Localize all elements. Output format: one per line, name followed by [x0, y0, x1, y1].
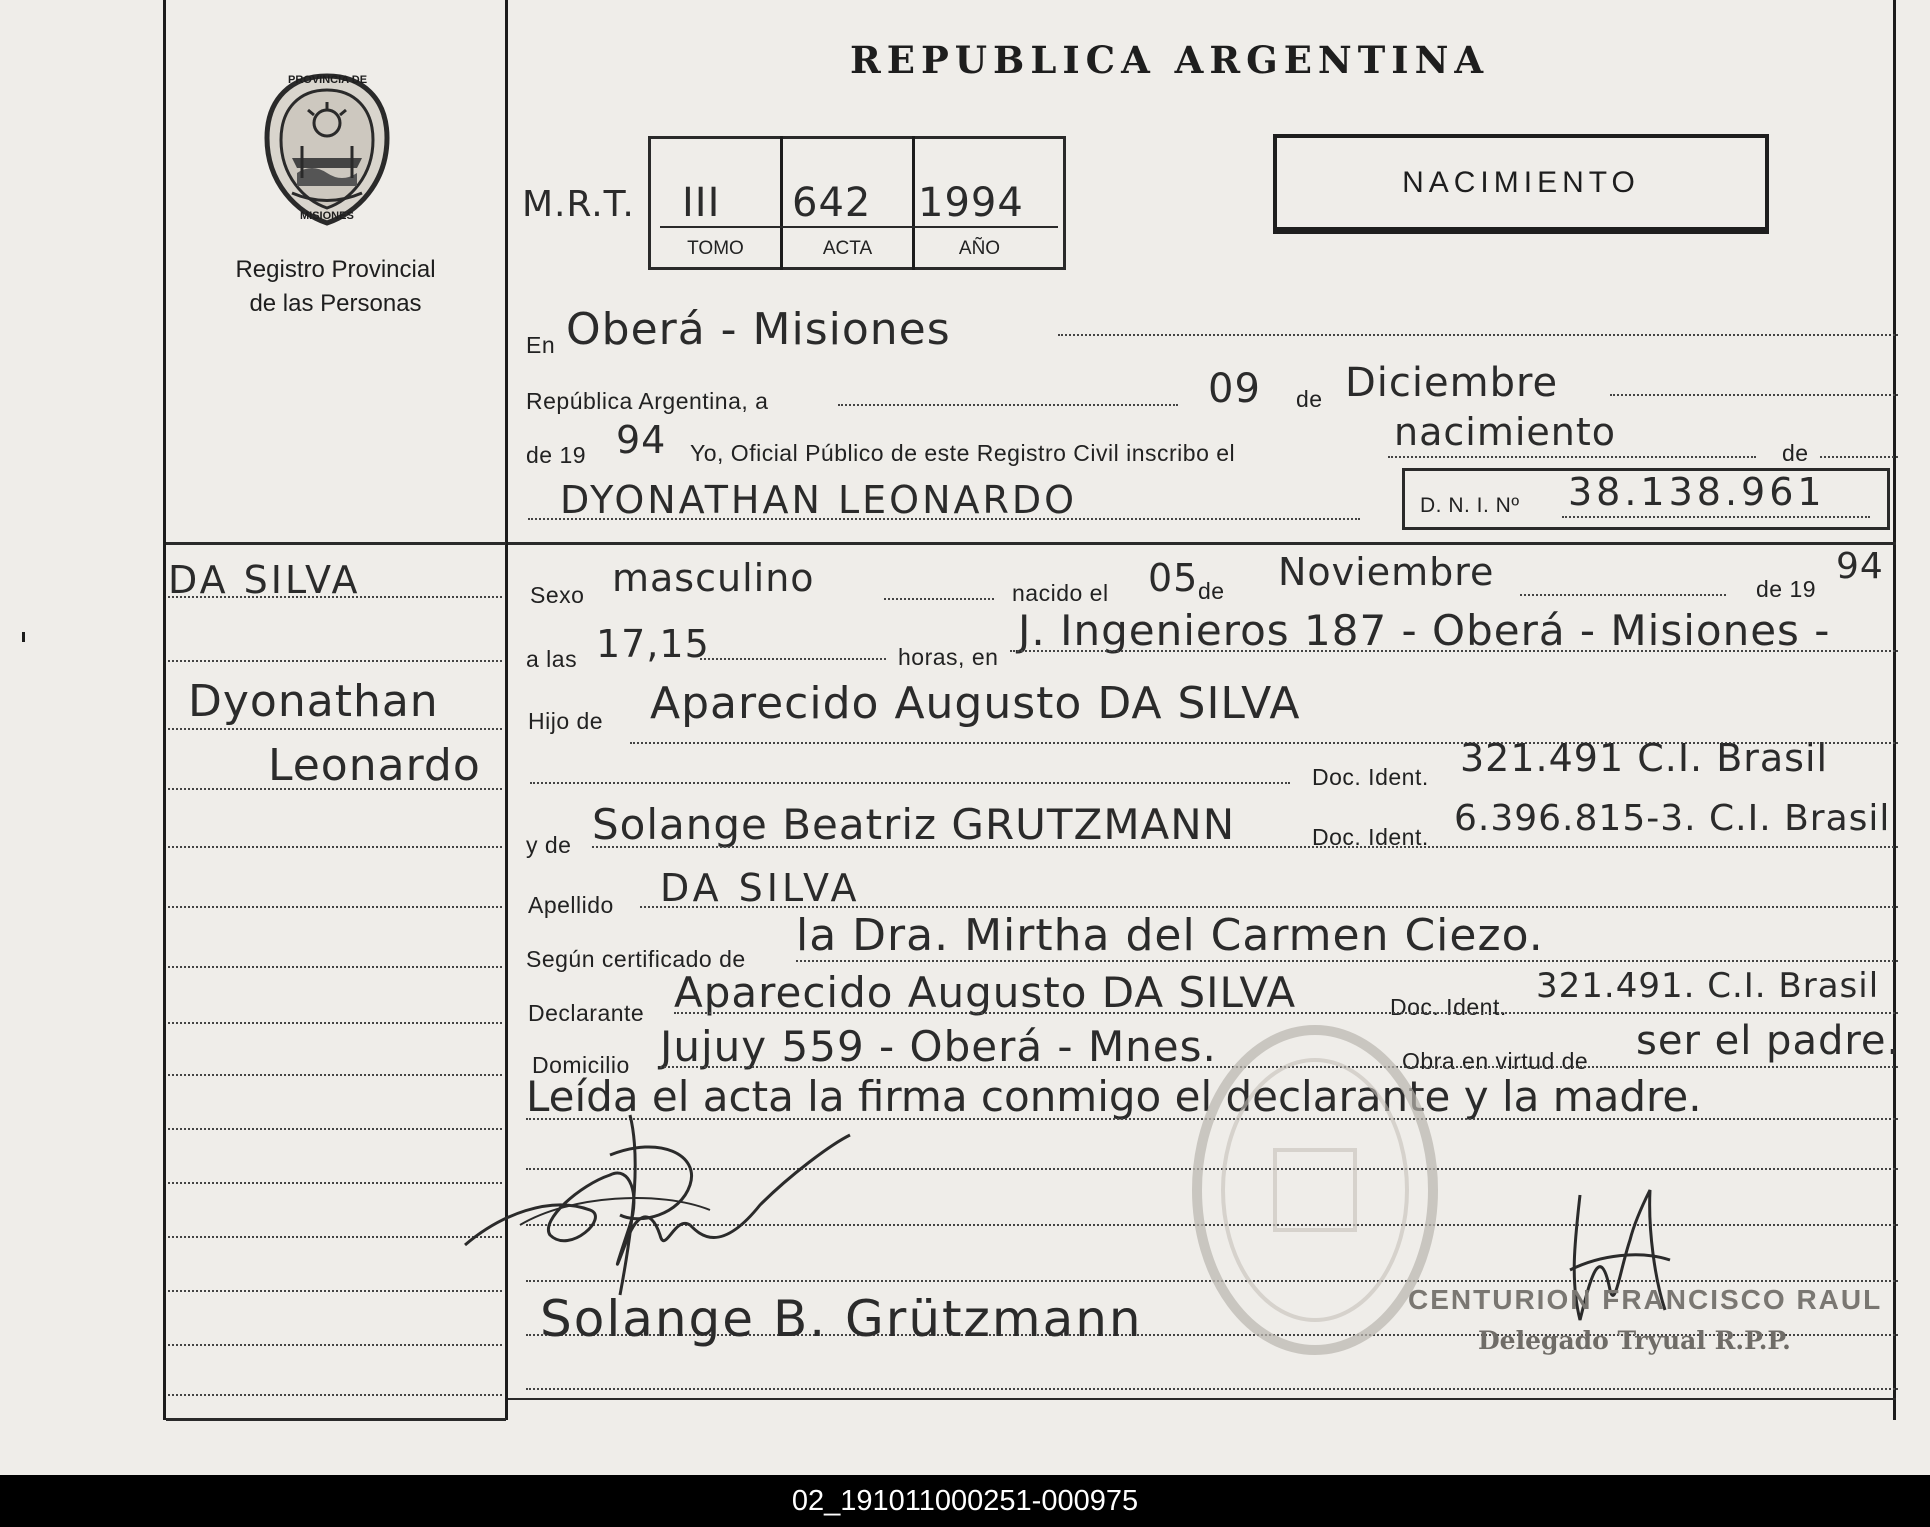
line-dni	[1562, 516, 1870, 518]
seal-text-bottom: MISIONES	[300, 210, 354, 222]
provincial-seal-icon	[252, 68, 402, 233]
country-title: REPUBLICA ARGENTINA	[850, 38, 1490, 82]
surname-value: DA SILVA	[660, 866, 861, 910]
line-act-type	[1388, 456, 1756, 458]
registry-label-2: de las Personas	[249, 290, 422, 317]
dni-value: 38.138.961	[1568, 470, 1826, 514]
line-republica-month	[1610, 394, 1898, 396]
year-suffix-value: 94	[616, 418, 667, 462]
sidebar-line-6	[168, 906, 502, 908]
birth-day-value: 05	[1148, 556, 1199, 600]
label-de-19-2: de 19	[1756, 576, 1817, 602]
bottom-rule-left	[166, 1418, 506, 1421]
label-a-las: a las	[526, 646, 578, 672]
sidebar-line-15	[168, 1394, 502, 1396]
father-value: Aparecido Augusto DA SILVA	[650, 678, 1301, 729]
line-de-2	[1820, 456, 1898, 458]
sidebar-line-14	[168, 1344, 502, 1346]
label-de-3: de	[1198, 578, 1225, 604]
sidebar-line-9	[168, 1074, 502, 1076]
label-de-19: de 19	[526, 442, 587, 468]
official-title: Delegado Tryual R.P.P.	[1478, 1326, 1791, 1355]
certificate-value: la Dra. Mirtha del Carmen Ciezo.	[796, 910, 1544, 961]
birth-year-suffix-value: 94	[1836, 546, 1884, 587]
address-value: Jujuy 559 - Oberá - Mnes.	[660, 1022, 1217, 1071]
image-caption: 02_191011000251-000975	[0, 1475, 1930, 1527]
act-type-value: nacimiento	[1394, 410, 1617, 454]
line-surname	[640, 906, 1898, 908]
line-sex	[884, 598, 994, 600]
father-doc-value: 321.491 C.I. Brasil	[1460, 736, 1829, 780]
sidebar-given-1: Dyonathan	[188, 676, 439, 727]
label-declarante: Declarante	[528, 1000, 645, 1026]
sidebar-line-7	[168, 966, 502, 968]
ano-value: 1994	[918, 180, 1024, 226]
label-yo-oficial: Yo, Oficial Público de este Registro Civil inscribo el	[690, 440, 1236, 466]
birth-month-value: Noviembre	[1278, 550, 1495, 594]
line-birth-place	[1010, 650, 1898, 652]
sidebar-line-10	[168, 1128, 502, 1130]
sidebar-line-5	[168, 846, 502, 848]
line-time	[700, 658, 886, 660]
place-value: Oberá - Misiones	[566, 304, 951, 355]
label-sexo: Sexo	[530, 582, 585, 608]
line-mother	[592, 846, 1898, 848]
label-doc-ident-1: Doc. Ident.	[1312, 764, 1429, 790]
line-birth-month	[1520, 594, 1726, 596]
sidebar-surname: DA SILVA	[168, 558, 361, 602]
line-republica-day	[838, 404, 1178, 406]
mrt-prefix: M.R.T.	[522, 184, 635, 225]
sidebar-line-11	[168, 1182, 502, 1184]
sidebar-line-13	[168, 1290, 502, 1292]
sidebar-line-1	[168, 596, 502, 598]
line-declarant	[674, 1012, 1898, 1014]
mother-value: Solange Beatriz GRUTZMANN	[592, 800, 1236, 849]
mother-doc-value: 6.396.815-3. C.I. Brasil	[1454, 798, 1891, 839]
margin-mark	[22, 632, 25, 642]
sidebar-given-2: Leonardo	[268, 740, 481, 791]
sidebar-line-12	[168, 1236, 502, 1238]
line-name	[528, 518, 1360, 520]
label-obra: Obra en virtud de	[1402, 1048, 1589, 1074]
reference-label-rule	[660, 226, 1058, 228]
tomo-label: TOMO	[687, 238, 744, 259]
label-en: En	[526, 332, 556, 358]
label-de-1: de	[1296, 386, 1323, 412]
label-doc-ident-3: Doc. Ident.	[1390, 994, 1507, 1020]
label-y-de: y de	[526, 832, 572, 858]
declarant-doc-value: 321.491. C.I. Brasil	[1536, 966, 1880, 1006]
sidebar-line-8	[168, 1022, 502, 1024]
label-dni: D. N. I. Nº	[1420, 494, 1520, 517]
child-name-value: DYONATHAN LEONARDO	[560, 478, 1078, 522]
sidebar-line-4	[168, 788, 502, 790]
line-certificate	[796, 960, 1898, 962]
label-nacido-el: nacido el	[1012, 580, 1109, 606]
label-apellido: Apellido	[528, 892, 614, 918]
sex-value: masculino	[612, 556, 815, 600]
label-horas-en: horas, en	[898, 644, 999, 670]
label-de-2: de	[1782, 440, 1809, 466]
acta-label: ACTA	[822, 238, 873, 259]
bottom-rule-main	[508, 1398, 1896, 1400]
acta-value: 642	[792, 180, 872, 226]
line-en	[1058, 334, 1898, 336]
ano-label: AÑO	[958, 238, 1001, 259]
label-segun: Según certificado de	[526, 946, 746, 972]
mother-signature: Solange B. Grützmann	[540, 1290, 1143, 1348]
label-hijo-de: Hijo de	[528, 708, 604, 734]
month-value: Diciembre	[1345, 360, 1559, 406]
time-value: 17,15	[596, 622, 710, 666]
label-domicilio: Domicilio	[532, 1052, 630, 1078]
sidebar-line-3	[168, 728, 502, 730]
right-edge-border	[1893, 0, 1896, 1420]
line-father-doc-blank	[530, 782, 1290, 784]
birth-place-value: J. Ingenieros 187 - Oberá - Misiones -	[1018, 606, 1831, 655]
tomo-value: III	[682, 180, 721, 226]
separator-left	[166, 542, 506, 545]
declarant-value: Aparecido Augusto DA SILVA	[674, 968, 1297, 1017]
capacity-value: ser el padre.	[1636, 1018, 1901, 1064]
closing-statement: Leída el acta la firma conmigo el declarante y la madre.	[526, 1072, 1702, 1121]
left-column-border	[163, 0, 166, 1420]
day-value: 09	[1208, 366, 1261, 412]
label-republica: República Argentina, a	[526, 388, 769, 414]
official-name: CENTURION FRANCISCO RAUL	[1408, 1284, 1883, 1315]
label-doc-ident-2: Doc. Ident.	[1312, 824, 1429, 850]
declarant-signature-icon	[460, 1095, 860, 1305]
seal-text-top: PROVINCIA DE	[288, 74, 368, 86]
doc-type-title: NACIMIENTO	[1402, 166, 1640, 199]
registry-label-1: Registro Provincial	[235, 256, 436, 283]
line-blank-5	[526, 1388, 1898, 1390]
separator-main	[508, 542, 1896, 545]
sidebar-line-2	[168, 660, 502, 662]
